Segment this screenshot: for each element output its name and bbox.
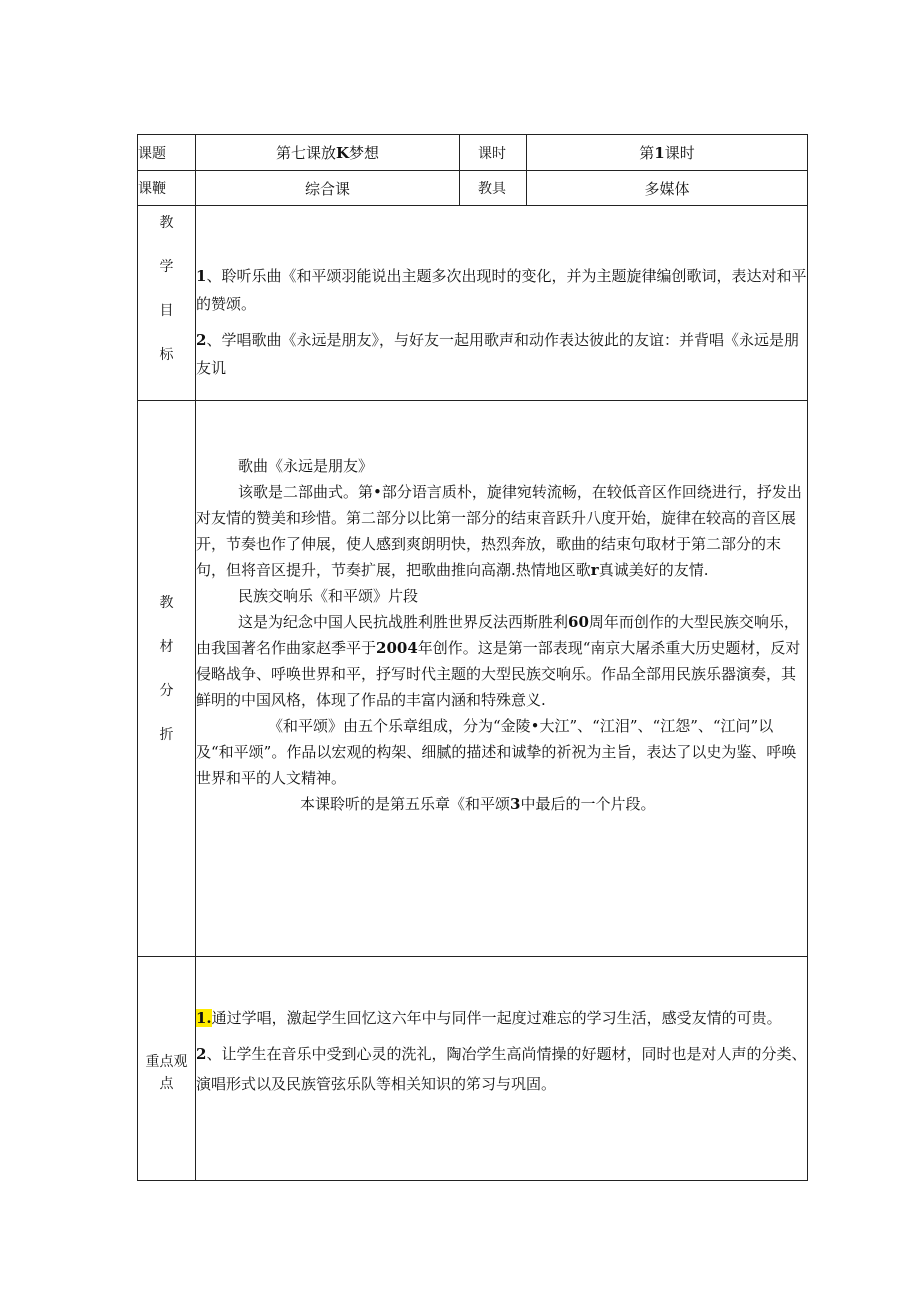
objectives-label-char: 教 bbox=[159, 215, 174, 231]
analysis-label-char: 材 bbox=[159, 638, 174, 655]
objectives-label-char: 标 bbox=[159, 347, 174, 363]
lesson-title-prefix: 第七课放 bbox=[275, 144, 336, 162]
key-point-item-2 bbox=[196, 1039, 807, 1099]
row-objectives bbox=[138, 206, 808, 401]
lesson-plan bbox=[137, 134, 807, 1181]
objective-number: 1 bbox=[196, 267, 207, 285]
lesson-title bbox=[196, 135, 460, 171]
music-text: 年创作。这是第一部表现“南京大屠杀重大历史题材，反对侵略战争、呼唤世界和平，抒写时代主题的大型民族交响乐。作品全部用民族乐器演奏，其鲜明的中国风格，体现了作品的丰富内涵和特殊意义. bbox=[196, 639, 801, 709]
lesson-title-suffix: 梦想 bbox=[349, 144, 380, 162]
objectives-label-char: 目 bbox=[159, 303, 174, 319]
objective-text: 、学唱歌曲《永远是朋友》，与好友一起用歌声和动作表达彼此的友谊：并背唱《永远是朋友讥 bbox=[196, 331, 799, 377]
teaching-tools: 多媒体 bbox=[527, 171, 808, 206]
row-analysis bbox=[138, 401, 808, 957]
song-heading: 歌曲《永远是朋友》 bbox=[238, 457, 374, 475]
analysis-label-char: 分 bbox=[159, 682, 174, 699]
label-course-type: 课鞭 bbox=[138, 171, 196, 206]
key-point-number: 2 bbox=[196, 1045, 207, 1063]
label-topic: 课题 bbox=[138, 135, 196, 171]
music-paragraph-2: 《和平颂》由五个乐章组成，分为“金陵•大江”、“江泪”、“江怨”、“江问”以及“和平颂”。作品以宏观的构架、细腻的描述和诚挚的祈祝为主旨，表达了以史为鉴、呼唤世界和平的人文精神。 bbox=[196, 717, 797, 787]
analysis-content bbox=[196, 401, 808, 957]
objective-item-2 bbox=[196, 326, 807, 382]
analysis-label bbox=[138, 401, 196, 957]
row-title bbox=[138, 135, 808, 171]
row-key-points bbox=[138, 957, 808, 1181]
objective-text: 、聆听乐曲《和平颂羽能说出主题多次出现时的变化，并为主题旋律编创歌词，表达对和平的赞颂。 bbox=[196, 267, 807, 313]
course-type: 综合课 bbox=[196, 171, 460, 206]
lesson-hours-prefix: 第 bbox=[639, 144, 655, 162]
music-text: 周年而创作的大型民族交响乐，由我国著名作曲家赵季平于 bbox=[196, 613, 799, 657]
lesson-hours bbox=[527, 135, 808, 171]
music-text: 中最后的一个片段。 bbox=[520, 795, 656, 813]
music-paragraph-1 bbox=[196, 609, 807, 713]
key-point-text: 通过学唱，激起学生回忆这六年中与同伴一起度过难忘的学习生活，感受友情的可贵。 bbox=[211, 1009, 782, 1027]
song-paragraph bbox=[196, 479, 807, 583]
key-point-number: 1. bbox=[196, 1009, 212, 1027]
objective-number: 2 bbox=[196, 331, 207, 349]
lesson-hours-bold: 1 bbox=[654, 144, 665, 162]
music-bold: 3 bbox=[510, 795, 521, 813]
label-hours: 课时 bbox=[460, 135, 527, 171]
music-text: 本课聆听的是第五乐章《和平颂 bbox=[300, 795, 511, 813]
key-points-label-text: 重点观点 bbox=[145, 1053, 188, 1092]
label-tools: 教具 bbox=[460, 171, 527, 206]
music-heading: 民族交响乐《和平颂》片段 bbox=[238, 587, 419, 605]
key-points-content bbox=[196, 957, 808, 1181]
song-paragraph-text: 该歌是二部曲式。第•部分语言质朴，旋律宛转流畅，在较低音区作回绕进行，抒发出对友情的赞美和珍惜。第二部分以比第一部分的结束音跃升八度开始，旋律在较高的音区展开，节奏也作了伸展，使人感到爽朗明快，热烈奔放，歌曲的结束句取材于第二部分的末句，但将音区提升，节奏扩展，把歌曲推向高潮.热情地区歌 bbox=[196, 483, 802, 579]
objectives-label bbox=[138, 206, 196, 401]
objective-item-1 bbox=[196, 262, 807, 318]
analysis-label-char: 教 bbox=[159, 594, 174, 611]
lesson-title-bold: K bbox=[335, 144, 350, 162]
music-year: 2004 bbox=[376, 639, 418, 657]
key-point-text: 、让学生在音乐中受到心灵的洗礼，陶冶学生高尚情操的好题材，同时也是对人声的分类、演唱形式以及民族管弦乐队等相关知识的笫习与巩固。 bbox=[196, 1045, 807, 1093]
key-point-item-1 bbox=[196, 1003, 807, 1033]
song-paragraph-end: 真诚美好的友情. bbox=[598, 561, 709, 579]
music-text: 这是为纪念中国人民抗战胜利胜世界反法西斯胜利 bbox=[238, 613, 569, 631]
objectives-label-char: 学 bbox=[159, 259, 174, 275]
lesson-plan-table bbox=[137, 134, 808, 1181]
lesson-hours-suffix: 课时 bbox=[664, 144, 695, 162]
music-number: 60 bbox=[568, 613, 589, 631]
key-points-label bbox=[138, 957, 196, 1181]
row-type bbox=[138, 171, 808, 206]
analysis-label-char: 折 bbox=[159, 726, 174, 743]
music-paragraph-3 bbox=[196, 791, 807, 817]
song-paragraph-bold: r bbox=[590, 561, 599, 579]
objectives-content bbox=[196, 206, 808, 401]
